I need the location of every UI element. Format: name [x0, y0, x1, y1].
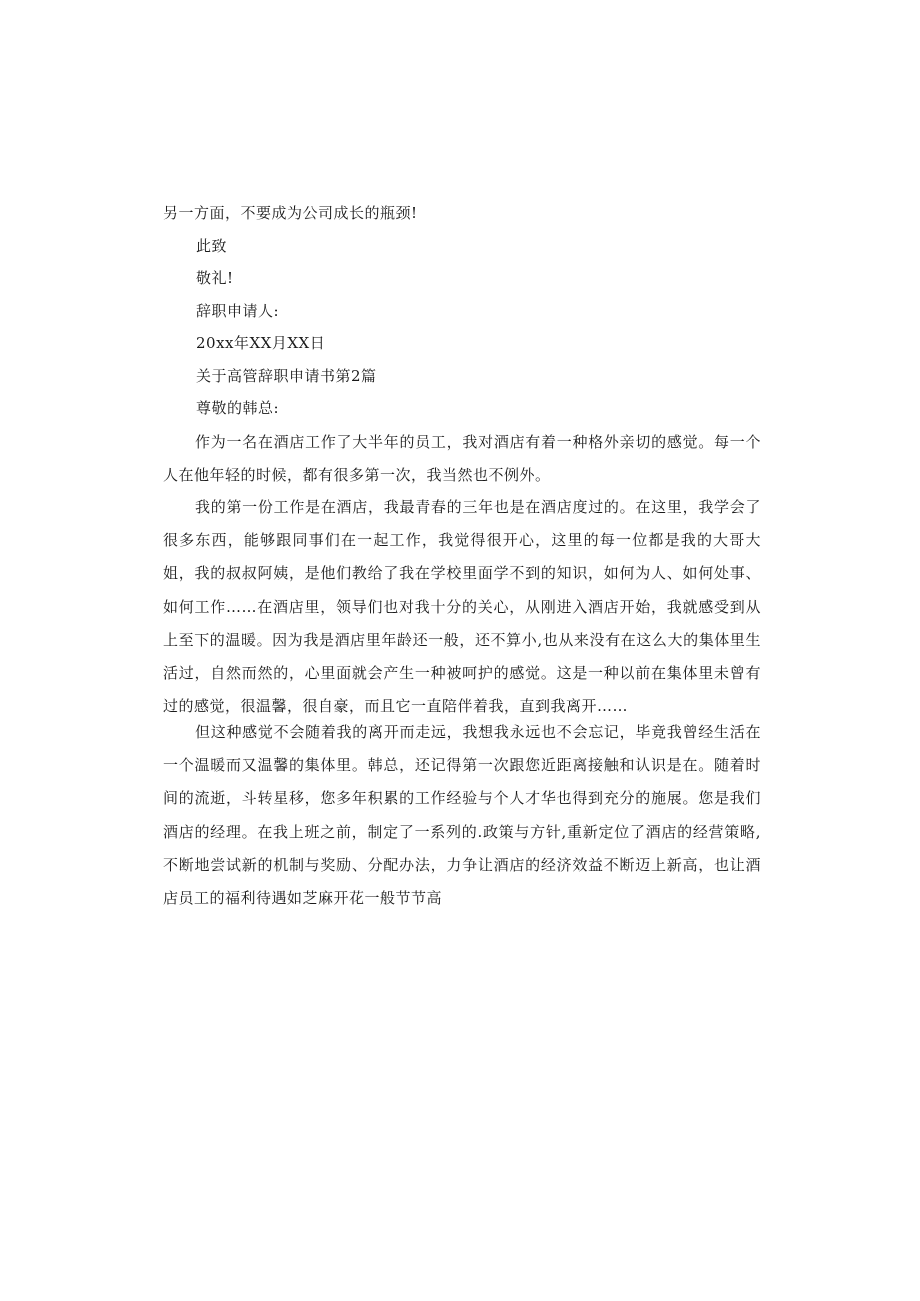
signature-label: 辞职申请人: — [196, 302, 280, 320]
body-paragraph-3: 但这种感觉不会随着我的离开而走远，我想我永远也不会忘记，毕竟我曾经生活在一个温暖而又温馨的集体里。韩总，还记得第一次跟您近距离接触和认识是在。随着时间的流逝，斗转星移，您多年积累的工作经验与个人才华也得到充分的施展。您是我们酒店的经理。在我上班之前，制定了一系列的.政策与方针,重新定位了酒店的经营策略,不断地尝试新的机制与奖励、分配办法，力争让酒店的经济效益不断迈上新高，也让酒店员工的福利待遇如芝麻开花一般节节高 — [163, 723, 761, 908]
body-paragraph-1: 作为一名在酒店工作了大半年的员工，我对酒店有着一种格外亲切的感觉。每一个人在他年轻的时候，都有很多第一次，我当然也不例外。 — [163, 433, 761, 485]
continued-line: 另一方面，不要成为公司成长的瓶颈! — [163, 204, 418, 222]
closing-salutation: 此致 — [196, 237, 228, 255]
body-paragraph-2: 我的第一份工作是在酒店，我最青春的三年也是在酒店度过的。在这里，我学会了很多东西，能够跟同事们在一起工作，我觉得很开心，这里的每一位都是我的大哥大姐，我的叔叔阿姨，是他们教给了我在学校里面学不到的知识，如何为人、如何处事、如何工作……在酒店里，领导们也对我十分的关心，从刚进入酒店开始，我就感受到从上至下的温暖。因为我是酒店里年龄还一般，还不算小,也从来没有在这么大的集体里生活过，自然而然的，心里面就会产生一种被呵护的感觉。这是一种以前在集体里未曾有过的感觉，很温馨，很自豪，而且它一直陪伴着我，直到我离开…… — [163, 498, 761, 716]
closing-respect: 敬礼! — [196, 269, 234, 287]
date-line: 20xx年XX月XX日 — [196, 334, 326, 352]
greeting: 尊敬的韩总: — [196, 399, 280, 417]
section-title: 关于高管辞职申请书第2篇 — [196, 367, 377, 385]
